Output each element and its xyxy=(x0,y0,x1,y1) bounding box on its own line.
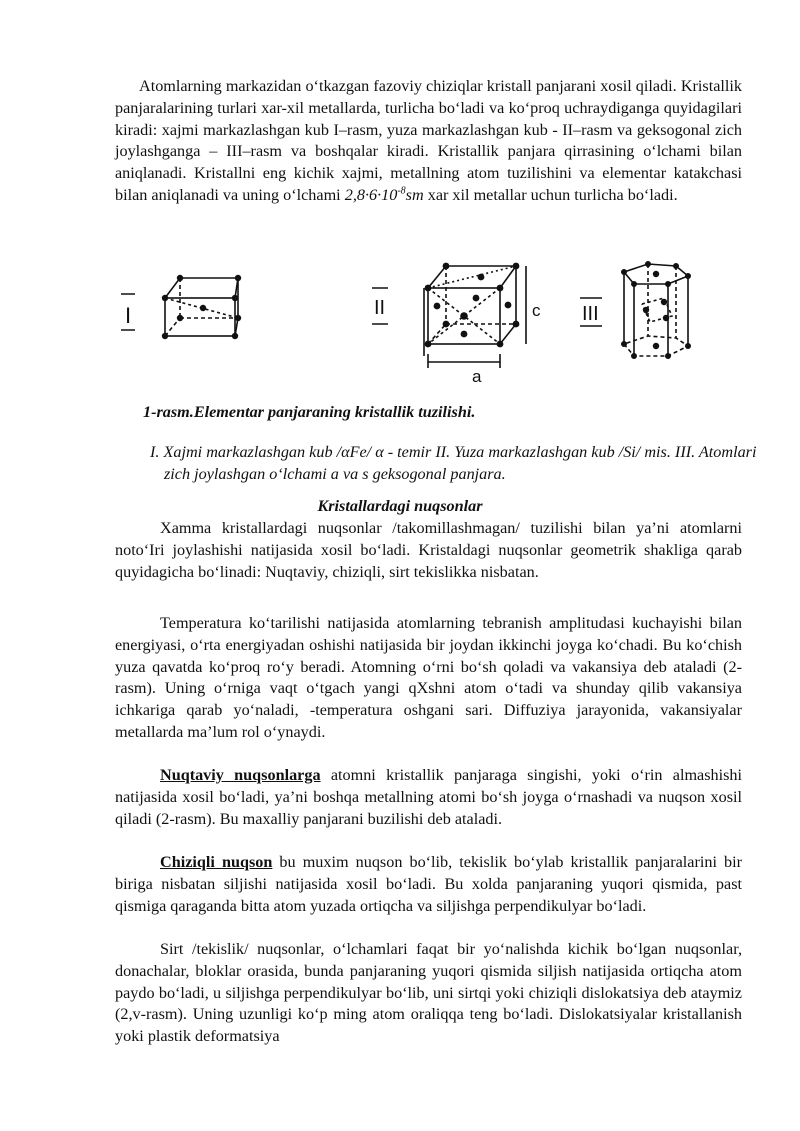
figure-hcp-prism xyxy=(576,258,706,370)
dimension-label-a: a xyxy=(472,367,482,386)
figure-caption-title: 1-rasm.Elementar panjaraning kristallik tuzilishi. xyxy=(143,403,476,421)
paragraph-point-defects xyxy=(115,765,742,830)
paragraph-surface-defects: Sirt /tekislik/ nuqsonlar, oʻlchamlari faqat bir yoʻnalishda kichik boʻlgan nuqsonlar, donachalar, bloklar orasida, bunda panjaraning yuqori qismida siljish natijasida ortiqcha atom paydo boʻladi, u siljishga perpendikulyar boʻlib, uni sirtqi yoki chiziqli dislokatsiya deb ataymiz (2,v-rasm). Uning uzunligi koʻp ming atom oraliqqa teng boʻladi. Dislokatsiyalar kristallanish yoki plastik deformatsiya xyxy=(115,940,742,1046)
term-point-defects: Nuqtaviy nuqsonlarga xyxy=(160,766,321,784)
dimension-label-c: c xyxy=(532,301,541,320)
figure-label-2: II xyxy=(374,297,386,319)
figure-label-3: III xyxy=(582,303,599,325)
paragraph-text: bu muxim nuqson boʻlib, tekislik boʻylab kristallik panjaralarini bir biriga nisbatan siljishi natijasida xosil boʻladi. Bu xolda panjaraning yuqori qismida, past qismiga qaraganda bitta atom yuzada ortiqcha va siljishga perpendikulyar boʻladi. xyxy=(115,853,743,915)
term-linear-defect: Chiziqli nuqson xyxy=(160,853,273,871)
formula-exponent: -8 xyxy=(397,185,406,197)
paragraph-linear-defect xyxy=(115,852,742,917)
figure-caption-body: I. Xajmi markazlashgan kub /αFe/ α - temir II. Yuza markazlashgan kub /Si/ mis. III. Atomlari zich joylashgan oʻlchami a va s geksogonal panjara. xyxy=(150,443,757,483)
formula-unit: sm xyxy=(405,185,424,204)
paragraph-text: xar xil metallar uchun turlicha boʻladi. xyxy=(423,185,678,204)
paragraph-vacancy: Temperatura koʻtarilishi natijasida atomlarning tebranish amplitudasi kuchayishi bilan energiyasi, oʻrta energiyadan oshishi natijasida bir joydan ikkinchi joyga koʻchadi. Bu koʻchish yuza qavatda koʻproq roʻy beradi. Atomning oʻrni boʻsh qoladi va vakansiya deb ataladi (2-rasm). Uning oʻrniga vaqt oʻtgach yangi qXshni atom oʻtadi va shunday qilib vakansiya ichkariga qarab yoʻnaladi, -temperatura oshgani sari. Diffuziya jarayonida, vakansiyalar metallarda ma’lum rol oʻynaydi. xyxy=(115,614,742,741)
figure-label-1: I xyxy=(125,303,132,328)
paragraph-text: Atomlarning markazidan oʻtkazgan fazoviy chiziqlar kristall panjarani xosil qiladi. Kristallik panjaralarining turlari xar-xil metallarda, turlicha boʻladi va koʻproq uchraydiganga quyidagilari kiradi: xajmi markazlashgan kub I–rasm, yuza markazlashgan kub - II–rasm va geksogonal zich joylashganga – III–rasm va boshqalar kiradi. Kristallik panjara qirrasining oʻlchami bilan aniqlanadi. Kristallni eng kichik xajmi, metallning atom tuzilishini va elementar katakchasi bilan aniqlanadi va uning oʻlchami xyxy=(115,77,742,204)
figure-fcc-cube xyxy=(366,258,566,386)
section-title: Kristallardagi nuqsonlar xyxy=(317,497,483,515)
paragraph-defects-intro: Xamma kristallardagi nuqsonlar /takomillashmagan/ tuzilishi bilan ya’ni atomlarni notoʻIri joylashishi natijasida xosil boʻladi. Kristaldagi nuqsonlar geometrik shakliga qarab quyidagicha boʻlinadi: Nuqtaviy, chiziqli, sirt tekislikka nisbatan. xyxy=(115,519,742,581)
paragraph-text: atomni kristallik panjaraga singishi, yoki oʻrin almashishi natijasida xosil boʻladi, ya’ni boshqa metallning atomi boʻsh joyga oʻrnashadi va nuqson xosil qiladi (2-rasm). Bu maxalliy panjarani buzilishi deb ataladi. xyxy=(115,766,742,828)
figure-bcc-cube xyxy=(115,268,255,348)
formula-value: 2,8·6·10 xyxy=(344,185,398,204)
paragraph-lattice-intro xyxy=(115,76,742,207)
